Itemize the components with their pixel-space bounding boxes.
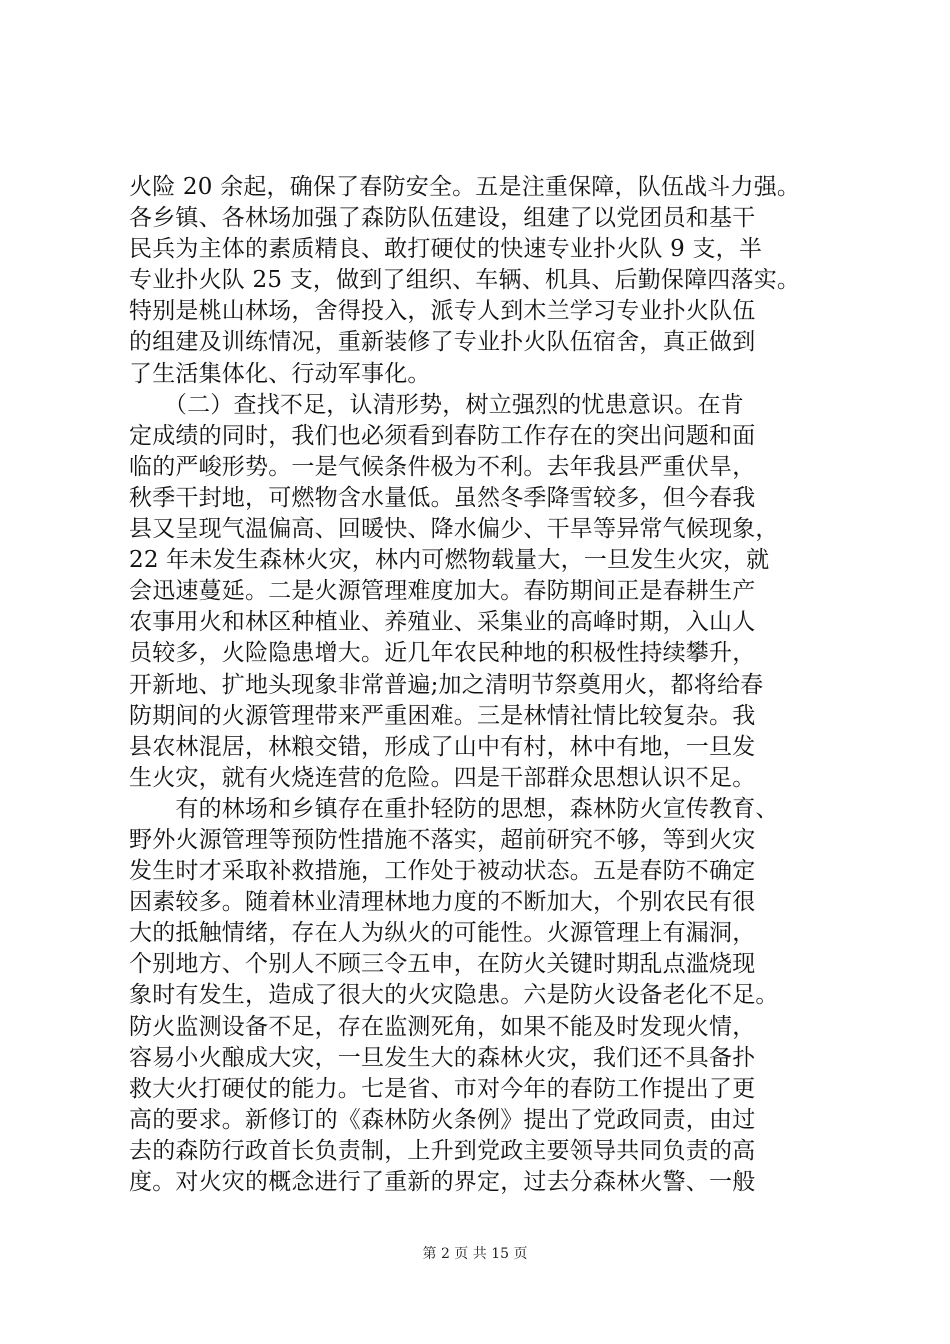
text-line: 野外火源管理等预防性措施不落实，超前研究不够，等到火灾 <box>129 826 756 853</box>
text-line: 容易小火酿成大灾，一旦发生大的森林火灾，我们还不具备扑 <box>129 1044 756 1071</box>
text-line: 的组建及训练情况，重新装修了专业扑火队伍宿舍，真正做到 <box>129 329 756 356</box>
text-line: （二）查找不足，认清形势，树立强烈的忧患意识。在肯 <box>129 391 744 418</box>
text-line: 因素较多。随着林业清理林地力度的不断加大，个别农民有很 <box>129 889 756 916</box>
text-line: 生火灾，就有火烧连营的危险。四是干部群众思想认识不足。 <box>129 764 756 791</box>
body-text <box>129 172 829 1198</box>
text-line: 高的要求。新修订的《森林防火条例》提出了党政同责，由过 <box>129 1106 756 1133</box>
text-line: 大的抵触情绪，存在人为纵火的可能性。火源管理上有漏洞， <box>129 920 756 947</box>
text-line: 县农林混居，林粮交错，形成了山中有村，林中有地，一旦发 <box>129 733 756 760</box>
text-line: 象时有发生，造成了很大的火灾隐患。六是防火设备老化不足。 <box>129 982 779 1009</box>
text-line: 度。对火灾的概念进行了重新的界定，过去分森林火警、一般 <box>129 1169 756 1195</box>
text-line: 22 年未发生森林火灾，林内可燃物载量大，一旦发生火灾，就 <box>129 547 770 574</box>
text-line: 发生时才采取补救措施，工作处于被动状态。五是春防不确定 <box>129 858 756 885</box>
text-line: 特别是桃山林场，舍得投入，派专人到木兰学习专业扑火队伍 <box>129 298 756 325</box>
text-line: 了生活集体化、行动军事化。 <box>129 360 431 387</box>
text-line: 专业扑火队 25 支，做到了组织、车辆、机具、后勤保障四落实。 <box>129 267 801 294</box>
text-line: 防期间的火源管理带来严重困难。三是林情社情比较复杂。我 <box>129 702 756 729</box>
text-line: 会迅速蔓延。二是火源管理难度加大。春防期间正是春耕生产 <box>129 578 756 605</box>
text-line: 县又呈现气温偏高、回暖快、降水偏少、干旱等异常气候现象， <box>129 516 779 543</box>
text-line: 民兵为主体的素质精良、敢打硬仗的快速专业扑火队 9 支，半 <box>129 236 763 263</box>
text-line: 农事用火和林区种植业、养殖业、采集业的高峰时期，入山人 <box>129 609 756 636</box>
text-line: 救大火打硬仗的能力。七是省、市对今年的春防工作提出了更 <box>129 1075 756 1102</box>
text-line: 有的林场和乡镇存在重扑轻防的思想，森林防火宣传教育、 <box>129 795 779 822</box>
text-line: 开新地、扩地头现象非常普遍;加之清明节祭奠用火，都将给春 <box>129 671 764 698</box>
page-number-footer: 第 2 页 共 15 页 <box>422 1246 528 1262</box>
text-line: 员较多，火险隐患增大。近几年农民种地的积极性持续攀升， <box>129 640 756 667</box>
text-line: 防火监测设备不足，存在监测死角，如果不能及时发现火情， <box>129 1013 756 1040</box>
text-line: 个别地方、个别人不顾三令五申，在防火关键时期乱点滥烧现 <box>129 951 756 978</box>
text-line: 去的森防行政首长负责制，上升到党政主要领导共同负责的高 <box>129 1137 756 1164</box>
text-line: 定成绩的同时，我们也必须看到春防工作存在的突出问题和面 <box>129 422 756 449</box>
text-line: 秋季干封地，可燃物含水量低。虽然冬季降雪较多，但今春我 <box>129 484 756 511</box>
text-line: 火险 20 余起，确保了春防安全。五是注重保障，队伍战斗力强。 <box>129 174 801 200</box>
text-line: 各乡镇、各林场加强了森防队伍建设，组建了以党团员和基干 <box>129 205 756 232</box>
text-line: 临的严峻形势。一是气候条件极为不利。去年我县严重伏旱， <box>129 453 756 480</box>
